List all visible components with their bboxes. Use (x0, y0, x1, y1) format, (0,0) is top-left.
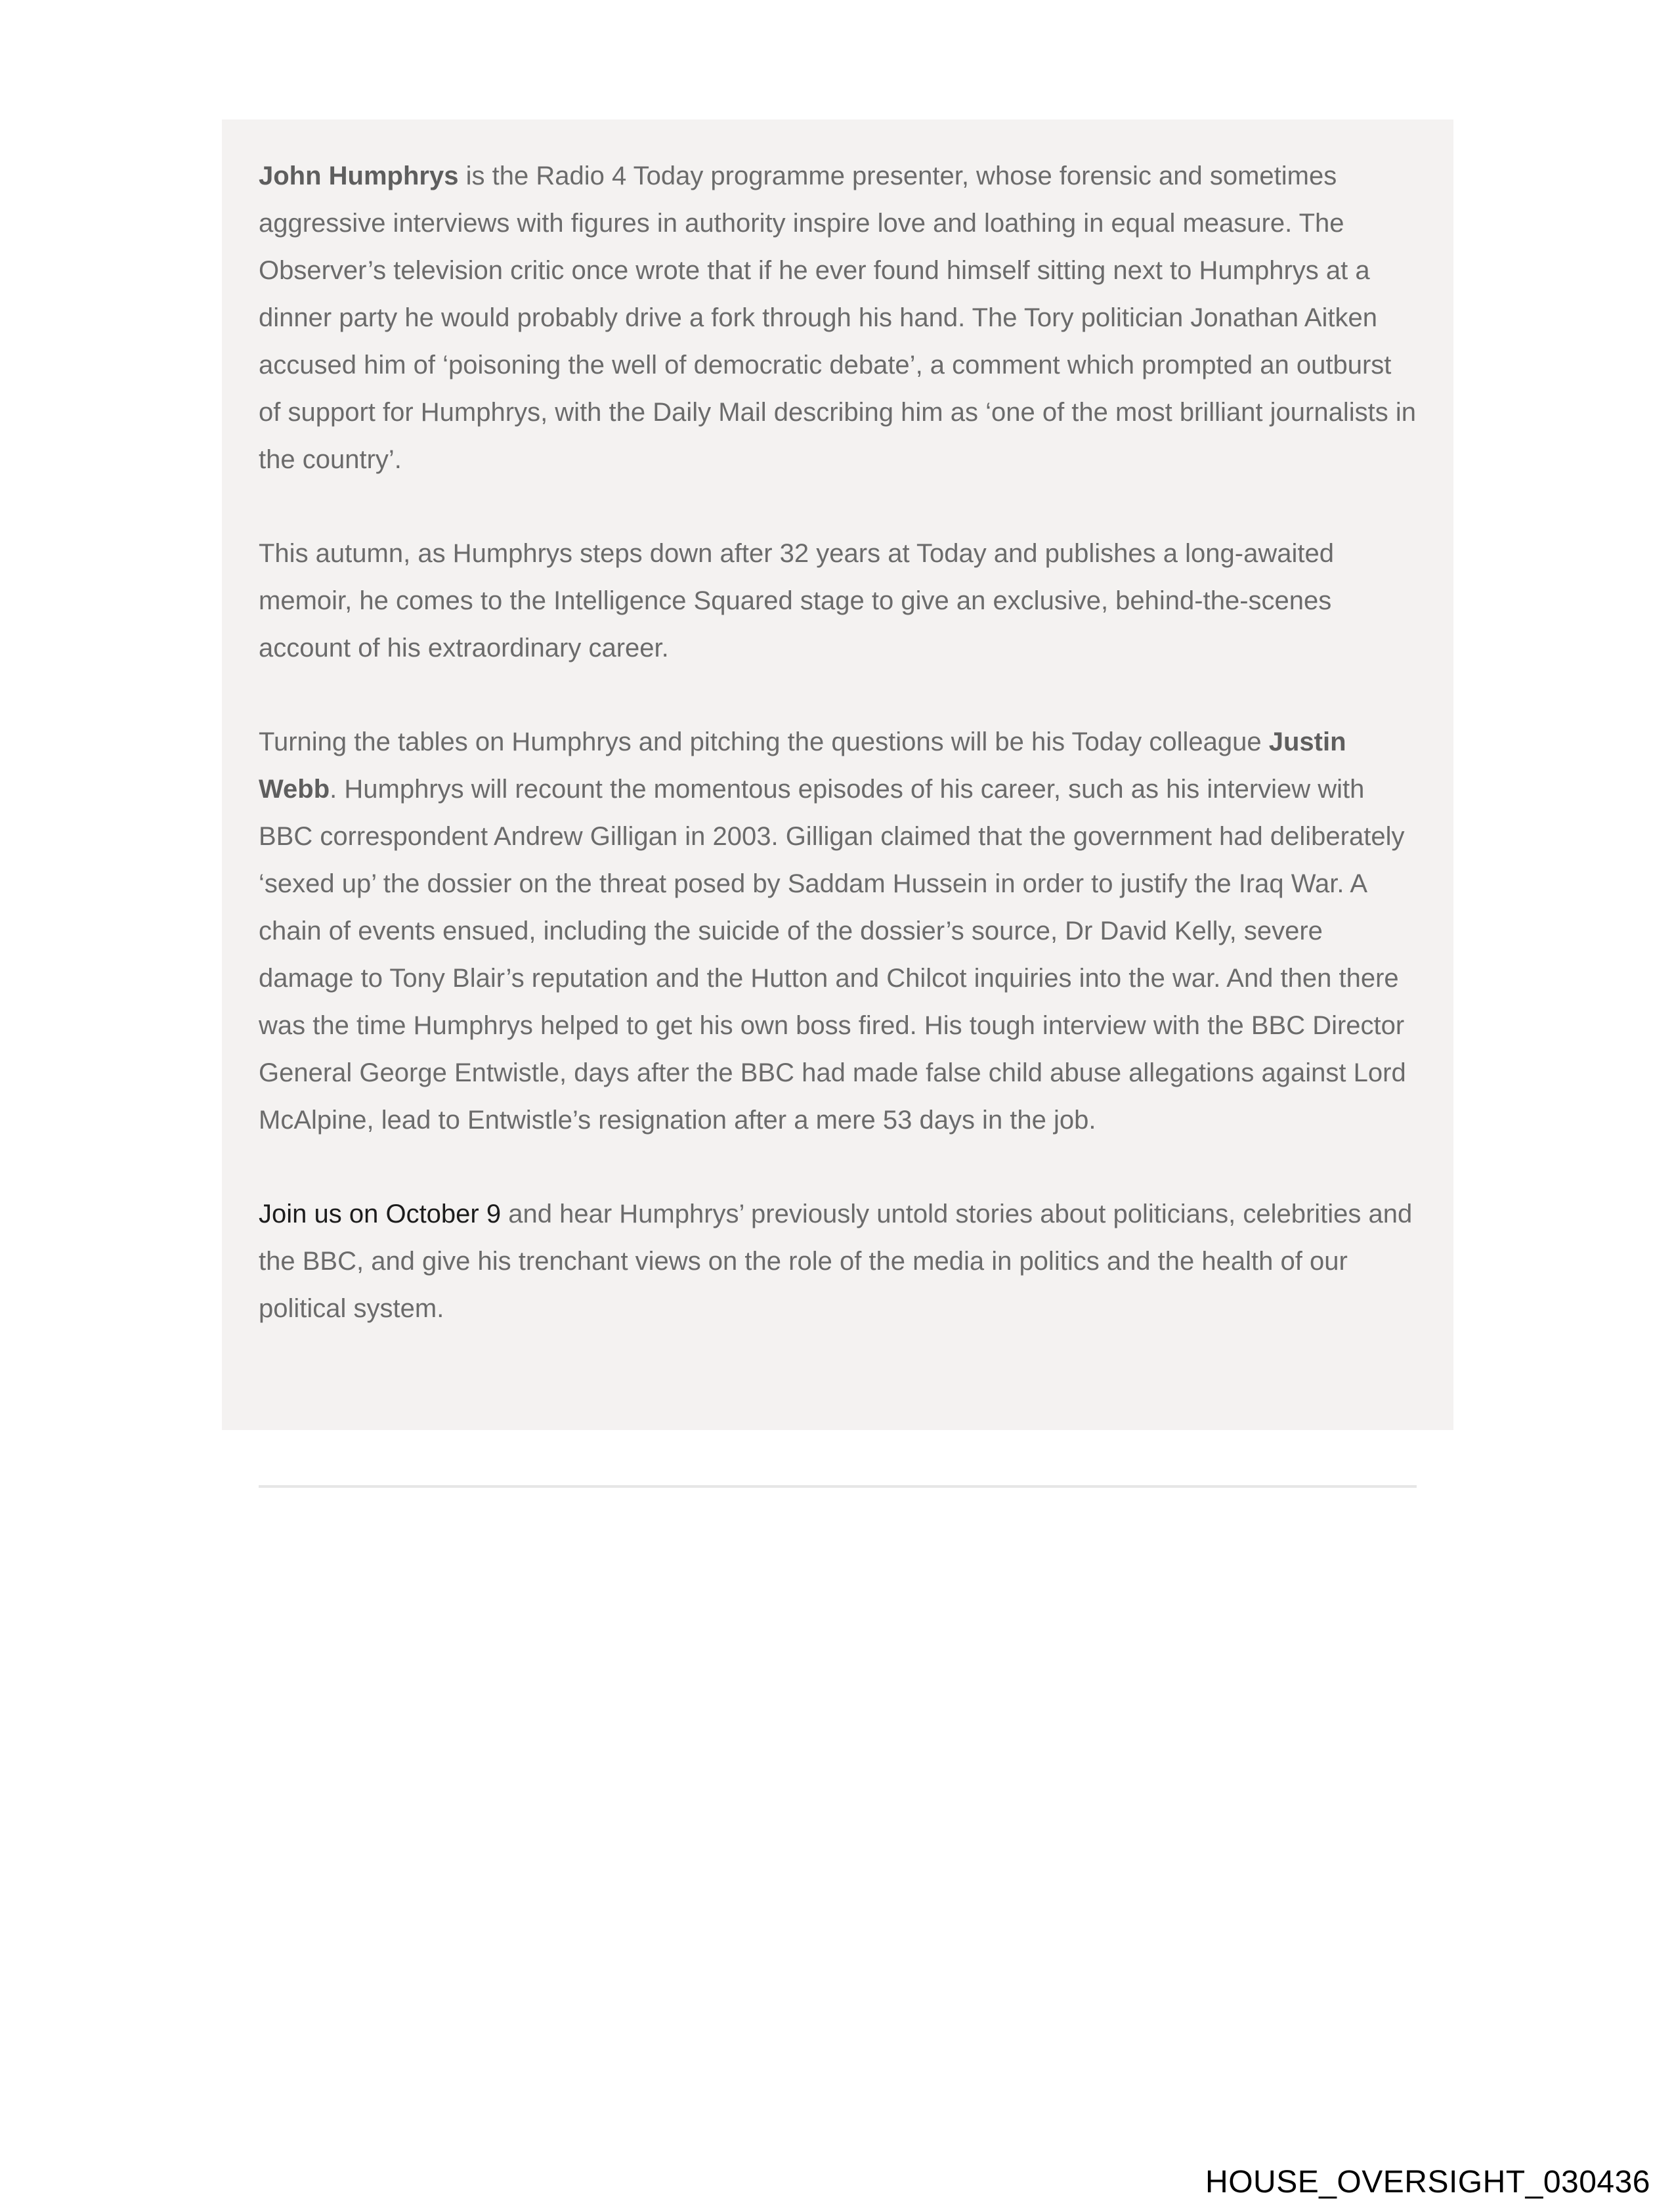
article-box (222, 119, 1453, 1430)
intro-text: is the Radio 4 Today programme presenter, whose forensic and sometimes aggressive interviews with figures in authority inspire love and loathing in equal measure. The Observer’s television critic once wrote that if he ever found himself sitting next to Humphrys at a dinner party he would probably drive a fork through his hand. The Tory politician Jonathan Aitken accused him of ‘poisoning the well of democratic debate’, a comment which prompted an outburst of support for Humphrys, with the Daily Mail describing him as ‘one of the most brilliant journalists in the country’. (259, 162, 1416, 474)
join-us-link[interactable]: Join us on October 9 (259, 1200, 502, 1228)
interviewer-paragraph (259, 718, 1417, 1144)
cta-text: and hear Humphrys’ previously untold stories about politicians, celebrities and the BBC, and give his trenchant views on the role of the media in politics and the health of our political system. (259, 1200, 1413, 1323)
event-paragraph (259, 530, 1417, 672)
interviewer-name: Justin Webb (259, 727, 1346, 804)
intro-paragraph (259, 152, 1417, 483)
interviewer-text-before: Turning the tables on Humphrys and pitching the questions will be his Today colleague (259, 727, 1269, 756)
event-text: This autumn, as Humphrys steps down after 32 years at Today and publishes a long-awaited memoir, he comes to the Intelligence Squared stage to give an exclusive, behind-the-scenes account of his extraordinary career. (259, 539, 1334, 662)
divider (259, 1485, 1417, 1488)
cta-paragraph (259, 1190, 1417, 1332)
interviewer-text-after: . Humphrys will recount the momentous episodes of his career, such as his interview with BBC correspondent Andrew Gilligan in 2003. Gilligan claimed that the government had deliberately ‘sexed up’ the dossier on the threat posed by Saddam Hussein in order to justify the Iraq War. A chain of events ensued, including the suicide of the dossier’s source, Dr David Kelly, severe damage to Tony Blair’s reputation and the Hutton and Chilcot inquiries into the war. And then there was the time Humphrys helped to get his own boss fired. His tough interview with the BBC Director General George Entwistle, days after the BBC had made false child abuse allegations against Lord McAlpine, lead to Entwistle’s resignation after a mere 53 days in the job. (259, 775, 1406, 1135)
document-id: HOUSE_OVERSIGHT_030436 (1205, 2165, 1650, 2200)
speaker-name: John Humphrys (259, 162, 459, 190)
